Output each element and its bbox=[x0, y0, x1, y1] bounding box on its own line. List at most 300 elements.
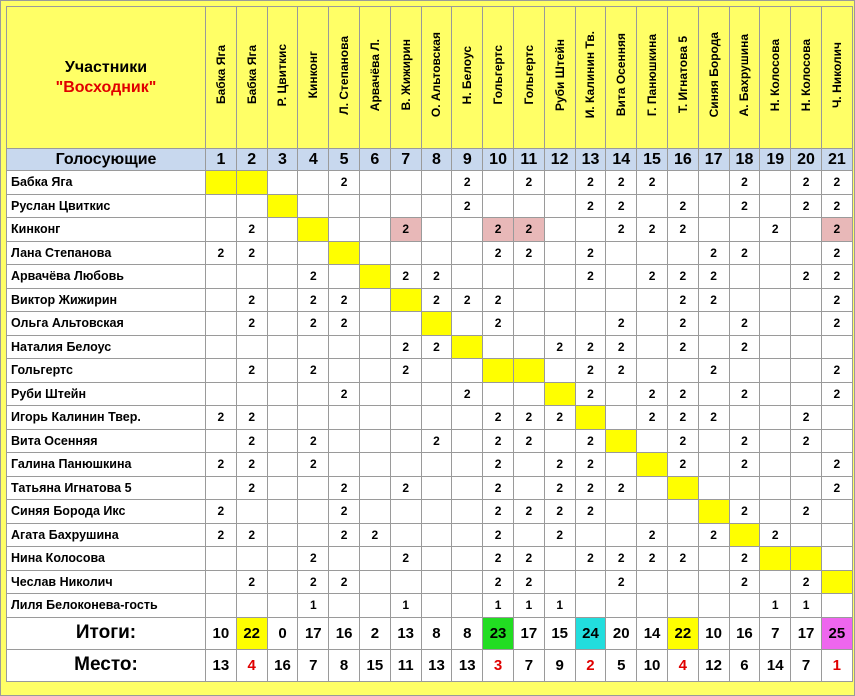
vote-cell bbox=[359, 594, 390, 618]
vote-cell bbox=[513, 359, 544, 383]
participant-name: Бабка Яга bbox=[244, 45, 259, 105]
vote-cell: 2 bbox=[821, 453, 852, 477]
vote-cell: 2 bbox=[698, 265, 729, 289]
participant-name: Руби Штейн bbox=[552, 38, 567, 112]
vote-cell bbox=[483, 171, 514, 195]
vote-cell: 2 bbox=[667, 453, 698, 477]
vote-cell bbox=[637, 288, 668, 312]
vote-cell bbox=[329, 406, 360, 430]
vote-cell: 2 bbox=[821, 171, 852, 195]
vote-cell bbox=[421, 359, 452, 383]
vote-cell: 2 bbox=[606, 218, 637, 242]
vote-cell bbox=[698, 500, 729, 524]
vote-cell: 2 bbox=[298, 288, 329, 312]
vote-cell bbox=[452, 453, 483, 477]
place-cell: 5 bbox=[606, 649, 637, 681]
table-row bbox=[7, 453, 853, 477]
vote-cell bbox=[267, 359, 298, 383]
participant-number: 9 bbox=[452, 149, 483, 171]
vote-cell bbox=[452, 500, 483, 524]
vote-cell bbox=[637, 359, 668, 383]
table-row bbox=[7, 500, 853, 524]
place-cell: 16 bbox=[267, 649, 298, 681]
vote-cell: 2 bbox=[821, 288, 852, 312]
vote-cell: 2 bbox=[667, 406, 698, 430]
vote-cell bbox=[606, 429, 637, 453]
vote-cell bbox=[267, 171, 298, 195]
participant-header bbox=[698, 7, 729, 149]
vote-cell: 2 bbox=[791, 194, 822, 218]
total-cell: 16 bbox=[329, 617, 360, 649]
vote-cell bbox=[329, 429, 360, 453]
vote-cell: 2 bbox=[298, 359, 329, 383]
vote-cell: 2 bbox=[206, 453, 237, 477]
vote-cell: 2 bbox=[390, 218, 421, 242]
vote-cell bbox=[390, 288, 421, 312]
vote-cell: 2 bbox=[236, 288, 267, 312]
vote-cell bbox=[637, 476, 668, 500]
vote-cell bbox=[637, 194, 668, 218]
vote-cell bbox=[267, 265, 298, 289]
vote-cell: 2 bbox=[206, 406, 237, 430]
vote-cell bbox=[821, 594, 852, 618]
vote-cell bbox=[359, 406, 390, 430]
vote-cell bbox=[329, 265, 360, 289]
vote-cell bbox=[606, 382, 637, 406]
vote-cell bbox=[206, 288, 237, 312]
vote-cell: 1 bbox=[513, 594, 544, 618]
place-cell: 13 bbox=[421, 649, 452, 681]
vote-cell bbox=[637, 335, 668, 359]
vote-cell: 2 bbox=[791, 265, 822, 289]
vote-cell bbox=[329, 547, 360, 571]
vote-cell: 2 bbox=[698, 359, 729, 383]
participant-name: В. Жижирин bbox=[398, 39, 413, 111]
vote-cell: 1 bbox=[298, 594, 329, 618]
vote-cell bbox=[791, 218, 822, 242]
vote-cell: 2 bbox=[729, 382, 760, 406]
vote-cell: 2 bbox=[606, 335, 637, 359]
voter-name: Руби Штейн bbox=[7, 382, 206, 406]
total-cell: 8 bbox=[421, 617, 452, 649]
place-cell: 9 bbox=[544, 649, 575, 681]
vote-cell: 2 bbox=[236, 218, 267, 242]
table-row bbox=[7, 335, 853, 359]
vote-cell: 2 bbox=[329, 312, 360, 336]
participant-header bbox=[637, 7, 668, 149]
vote-cell bbox=[452, 523, 483, 547]
vote-cell: 2 bbox=[329, 476, 360, 500]
vote-cell bbox=[698, 570, 729, 594]
voter-name: Галина Панюшкина bbox=[7, 453, 206, 477]
vote-cell bbox=[359, 312, 390, 336]
participant-name: Н. Колосова bbox=[799, 38, 814, 112]
vote-cell: 2 bbox=[421, 265, 452, 289]
vote-cell bbox=[606, 594, 637, 618]
vote-cell bbox=[513, 335, 544, 359]
vote-cell: 2 bbox=[575, 171, 606, 195]
vote-cell bbox=[698, 194, 729, 218]
table-row bbox=[7, 523, 853, 547]
vote-cell bbox=[791, 523, 822, 547]
vote-cell bbox=[359, 547, 390, 571]
vote-cell bbox=[236, 265, 267, 289]
vote-cell bbox=[513, 288, 544, 312]
vote-cell bbox=[421, 523, 452, 547]
table-row bbox=[7, 265, 853, 289]
vote-cell bbox=[390, 500, 421, 524]
voter-name: Бабка Яга bbox=[7, 171, 206, 195]
participant-header bbox=[606, 7, 637, 149]
vote-cell bbox=[729, 594, 760, 618]
vote-cell bbox=[575, 523, 606, 547]
vote-cell: 2 bbox=[329, 523, 360, 547]
vote-cell: 2 bbox=[513, 406, 544, 430]
vote-cell bbox=[236, 547, 267, 571]
participant-number: 15 bbox=[637, 149, 668, 171]
vote-cell bbox=[421, 218, 452, 242]
vote-cell bbox=[206, 570, 237, 594]
voter-name: Гольгертс bbox=[7, 359, 206, 383]
vote-cell bbox=[452, 241, 483, 265]
vote-cell bbox=[267, 218, 298, 242]
vote-cell bbox=[544, 382, 575, 406]
vote-cell bbox=[606, 500, 637, 524]
vote-cell: 2 bbox=[483, 288, 514, 312]
vote-cell bbox=[791, 359, 822, 383]
place-cell: 7 bbox=[513, 649, 544, 681]
vote-cell bbox=[637, 594, 668, 618]
voter-name: Агата Бахрушина bbox=[7, 523, 206, 547]
participant-number: 17 bbox=[698, 149, 729, 171]
place-cell: 12 bbox=[698, 649, 729, 681]
vote-cell bbox=[267, 500, 298, 524]
vote-cell bbox=[298, 476, 329, 500]
vote-cell bbox=[821, 406, 852, 430]
vote-cell bbox=[513, 312, 544, 336]
vote-cell bbox=[390, 171, 421, 195]
vote-cell: 2 bbox=[483, 241, 514, 265]
vote-cell bbox=[359, 500, 390, 524]
vote-cell bbox=[483, 359, 514, 383]
total-cell: 20 bbox=[606, 617, 637, 649]
vote-cell: 2 bbox=[390, 476, 421, 500]
vote-cell: 2 bbox=[575, 500, 606, 524]
voter-name: Вита Осенняя bbox=[7, 429, 206, 453]
vote-cell bbox=[760, 265, 791, 289]
vote-cell: 2 bbox=[483, 570, 514, 594]
vote-cell: 2 bbox=[206, 241, 237, 265]
vote-cell bbox=[329, 359, 360, 383]
title-line2: "Восходник" bbox=[55, 78, 157, 96]
participant-number: 12 bbox=[544, 149, 575, 171]
vote-cell: 2 bbox=[667, 429, 698, 453]
vote-cell bbox=[667, 523, 698, 547]
voter-name: Нина Колосова bbox=[7, 547, 206, 571]
vote-cell: 2 bbox=[236, 453, 267, 477]
place-cell: 7 bbox=[791, 649, 822, 681]
participant-number: 18 bbox=[729, 149, 760, 171]
participant-number: 10 bbox=[483, 149, 514, 171]
participant-number: 4 bbox=[298, 149, 329, 171]
vote-cell: 2 bbox=[483, 312, 514, 336]
vote-cell: 2 bbox=[637, 218, 668, 242]
participant-header bbox=[236, 7, 267, 149]
vote-cell bbox=[513, 194, 544, 218]
vote-cell bbox=[667, 570, 698, 594]
participant-number: 13 bbox=[575, 149, 606, 171]
vote-cell: 2 bbox=[791, 500, 822, 524]
vote-cell bbox=[821, 523, 852, 547]
vote-cell bbox=[267, 476, 298, 500]
vote-cell: 2 bbox=[513, 547, 544, 571]
vote-cell: 2 bbox=[729, 194, 760, 218]
place-cell: 7 bbox=[298, 649, 329, 681]
vote-cell: 2 bbox=[206, 523, 237, 547]
table-row bbox=[7, 429, 853, 453]
vote-cell bbox=[267, 570, 298, 594]
participant-name: Т. Игнатова 5 bbox=[675, 36, 690, 114]
vote-cell bbox=[760, 476, 791, 500]
vote-cell bbox=[760, 335, 791, 359]
vote-cell bbox=[821, 500, 852, 524]
vote-cell bbox=[329, 594, 360, 618]
vote-cell bbox=[236, 382, 267, 406]
vote-cell: 2 bbox=[329, 570, 360, 594]
participant-number: 8 bbox=[421, 149, 452, 171]
vote-cell bbox=[359, 335, 390, 359]
vote-cell: 2 bbox=[667, 288, 698, 312]
table-row bbox=[7, 594, 853, 618]
vote-cell: 2 bbox=[791, 429, 822, 453]
total-cell: 15 bbox=[544, 617, 575, 649]
table-title bbox=[7, 7, 206, 149]
participant-header bbox=[421, 7, 452, 149]
vote-cell bbox=[267, 382, 298, 406]
vote-cell bbox=[513, 476, 544, 500]
vote-cell bbox=[359, 359, 390, 383]
total-cell: 16 bbox=[729, 617, 760, 649]
vote-cell bbox=[575, 594, 606, 618]
vote-cell bbox=[359, 194, 390, 218]
participant-number: 1 bbox=[206, 149, 237, 171]
vote-cell bbox=[729, 406, 760, 430]
vote-cell bbox=[667, 359, 698, 383]
participant-name: Г. Панюшкина bbox=[645, 33, 660, 117]
vote-cell bbox=[821, 570, 852, 594]
vote-cell bbox=[791, 312, 822, 336]
vote-cell: 2 bbox=[821, 218, 852, 242]
vote-cell bbox=[421, 594, 452, 618]
vote-cell: 2 bbox=[452, 288, 483, 312]
vote-cell bbox=[329, 218, 360, 242]
table-row bbox=[7, 382, 853, 406]
vote-cell bbox=[575, 218, 606, 242]
vote-cell: 2 bbox=[667, 547, 698, 571]
places-row bbox=[7, 649, 853, 681]
vote-cell bbox=[390, 241, 421, 265]
vote-cell: 2 bbox=[606, 570, 637, 594]
vote-cell bbox=[206, 194, 237, 218]
vote-cell: 2 bbox=[298, 547, 329, 571]
vote-cell bbox=[390, 570, 421, 594]
participant-header bbox=[667, 7, 698, 149]
vote-cell bbox=[760, 500, 791, 524]
vote-cell: 2 bbox=[667, 382, 698, 406]
vote-cell bbox=[236, 194, 267, 218]
vote-cell: 2 bbox=[483, 547, 514, 571]
vote-cell bbox=[667, 500, 698, 524]
vote-cell bbox=[421, 241, 452, 265]
vote-cell: 2 bbox=[329, 288, 360, 312]
vote-cell bbox=[483, 335, 514, 359]
vote-cell bbox=[267, 453, 298, 477]
totals-label: Итоги: bbox=[7, 617, 206, 649]
participant-header bbox=[821, 7, 852, 149]
voting-table bbox=[6, 6, 853, 682]
vote-cell: 2 bbox=[298, 570, 329, 594]
vote-cell: 2 bbox=[390, 335, 421, 359]
vote-cell bbox=[575, 406, 606, 430]
vote-cell bbox=[637, 500, 668, 524]
participant-number: 16 bbox=[667, 149, 698, 171]
vote-cell: 1 bbox=[544, 594, 575, 618]
vote-cell: 2 bbox=[483, 406, 514, 430]
vote-cell bbox=[206, 218, 237, 242]
vote-cell: 2 bbox=[575, 335, 606, 359]
vote-cell bbox=[606, 265, 637, 289]
participant-name: Арвачёва Л. bbox=[367, 38, 382, 112]
vote-cell bbox=[760, 288, 791, 312]
table-row bbox=[7, 476, 853, 500]
vote-cell: 2 bbox=[236, 359, 267, 383]
vote-cell bbox=[359, 288, 390, 312]
place-cell: 13 bbox=[452, 649, 483, 681]
vote-cell bbox=[698, 453, 729, 477]
vote-cell: 2 bbox=[452, 382, 483, 406]
vote-cell bbox=[575, 288, 606, 312]
vote-cell: 2 bbox=[298, 453, 329, 477]
vote-cell bbox=[513, 523, 544, 547]
vote-cell bbox=[452, 570, 483, 594]
vote-cell: 2 bbox=[483, 218, 514, 242]
vote-cell bbox=[206, 359, 237, 383]
vote-cell: 2 bbox=[575, 194, 606, 218]
table-row bbox=[7, 406, 853, 430]
vote-cell bbox=[544, 241, 575, 265]
place-cell: 4 bbox=[236, 649, 267, 681]
vote-cell bbox=[791, 476, 822, 500]
vote-cell bbox=[544, 171, 575, 195]
participant-name: Бабка Яга bbox=[213, 45, 228, 105]
participant-header bbox=[206, 7, 237, 149]
vote-cell: 2 bbox=[513, 570, 544, 594]
vote-cell bbox=[359, 171, 390, 195]
vote-cell: 2 bbox=[606, 476, 637, 500]
vote-cell bbox=[575, 312, 606, 336]
vote-cell bbox=[698, 429, 729, 453]
vote-cell bbox=[390, 382, 421, 406]
total-cell: 2 bbox=[359, 617, 390, 649]
vote-cell bbox=[483, 194, 514, 218]
table-row bbox=[7, 312, 853, 336]
total-cell: 0 bbox=[267, 617, 298, 649]
vote-cell bbox=[760, 406, 791, 430]
vote-cell: 2 bbox=[667, 218, 698, 242]
vote-cell bbox=[359, 453, 390, 477]
voter-name: Лана Степанова bbox=[7, 241, 206, 265]
vote-cell: 2 bbox=[544, 406, 575, 430]
participant-header bbox=[298, 7, 329, 149]
vote-cell: 2 bbox=[575, 476, 606, 500]
vote-cell bbox=[452, 429, 483, 453]
vote-cell bbox=[513, 453, 544, 477]
vote-cell bbox=[513, 382, 544, 406]
table-row bbox=[7, 194, 853, 218]
participant-header bbox=[729, 7, 760, 149]
vote-cell bbox=[206, 171, 237, 195]
vote-cell: 2 bbox=[821, 312, 852, 336]
vote-cell bbox=[821, 429, 852, 453]
vote-cell bbox=[298, 171, 329, 195]
voter-name: Лиля Белоконева-гость bbox=[7, 594, 206, 618]
vote-cell: 2 bbox=[452, 171, 483, 195]
vote-cell bbox=[729, 288, 760, 312]
voters-label: Голосующие bbox=[7, 149, 206, 171]
vote-cell: 2 bbox=[329, 382, 360, 406]
vote-cell bbox=[544, 194, 575, 218]
vote-cell bbox=[452, 476, 483, 500]
vote-cell: 2 bbox=[575, 429, 606, 453]
vote-cell: 2 bbox=[760, 218, 791, 242]
vote-cell bbox=[298, 194, 329, 218]
vote-cell: 1 bbox=[791, 594, 822, 618]
participant-number: 7 bbox=[390, 149, 421, 171]
vote-cell bbox=[544, 359, 575, 383]
vote-cell bbox=[298, 523, 329, 547]
vote-cell: 2 bbox=[637, 406, 668, 430]
participant-number: 6 bbox=[359, 149, 390, 171]
vote-cell bbox=[760, 241, 791, 265]
vote-cell: 2 bbox=[421, 288, 452, 312]
vote-cell bbox=[698, 382, 729, 406]
participant-name: Гольгертс bbox=[521, 45, 536, 105]
vote-cell bbox=[298, 500, 329, 524]
vote-cell: 2 bbox=[698, 406, 729, 430]
total-cell: 10 bbox=[698, 617, 729, 649]
voter-name: Татьяна Игнатова 5 bbox=[7, 476, 206, 500]
vote-cell bbox=[452, 406, 483, 430]
vote-cell: 2 bbox=[329, 500, 360, 524]
vote-cell: 2 bbox=[236, 406, 267, 430]
vote-cell bbox=[698, 476, 729, 500]
vote-cell: 2 bbox=[483, 500, 514, 524]
participant-name: Ч. Николич bbox=[829, 42, 844, 108]
vote-cell bbox=[637, 312, 668, 336]
vote-cell bbox=[267, 523, 298, 547]
place-cell: 15 bbox=[359, 649, 390, 681]
vote-cell: 2 bbox=[637, 265, 668, 289]
participant-name: Л. Степанова bbox=[337, 35, 352, 115]
vote-cell bbox=[236, 500, 267, 524]
vote-cell: 2 bbox=[575, 265, 606, 289]
vote-cell bbox=[760, 359, 791, 383]
vote-cell bbox=[606, 523, 637, 547]
vote-cell: 2 bbox=[606, 194, 637, 218]
vote-cell bbox=[698, 171, 729, 195]
vote-cell: 2 bbox=[544, 335, 575, 359]
vote-cell bbox=[698, 335, 729, 359]
